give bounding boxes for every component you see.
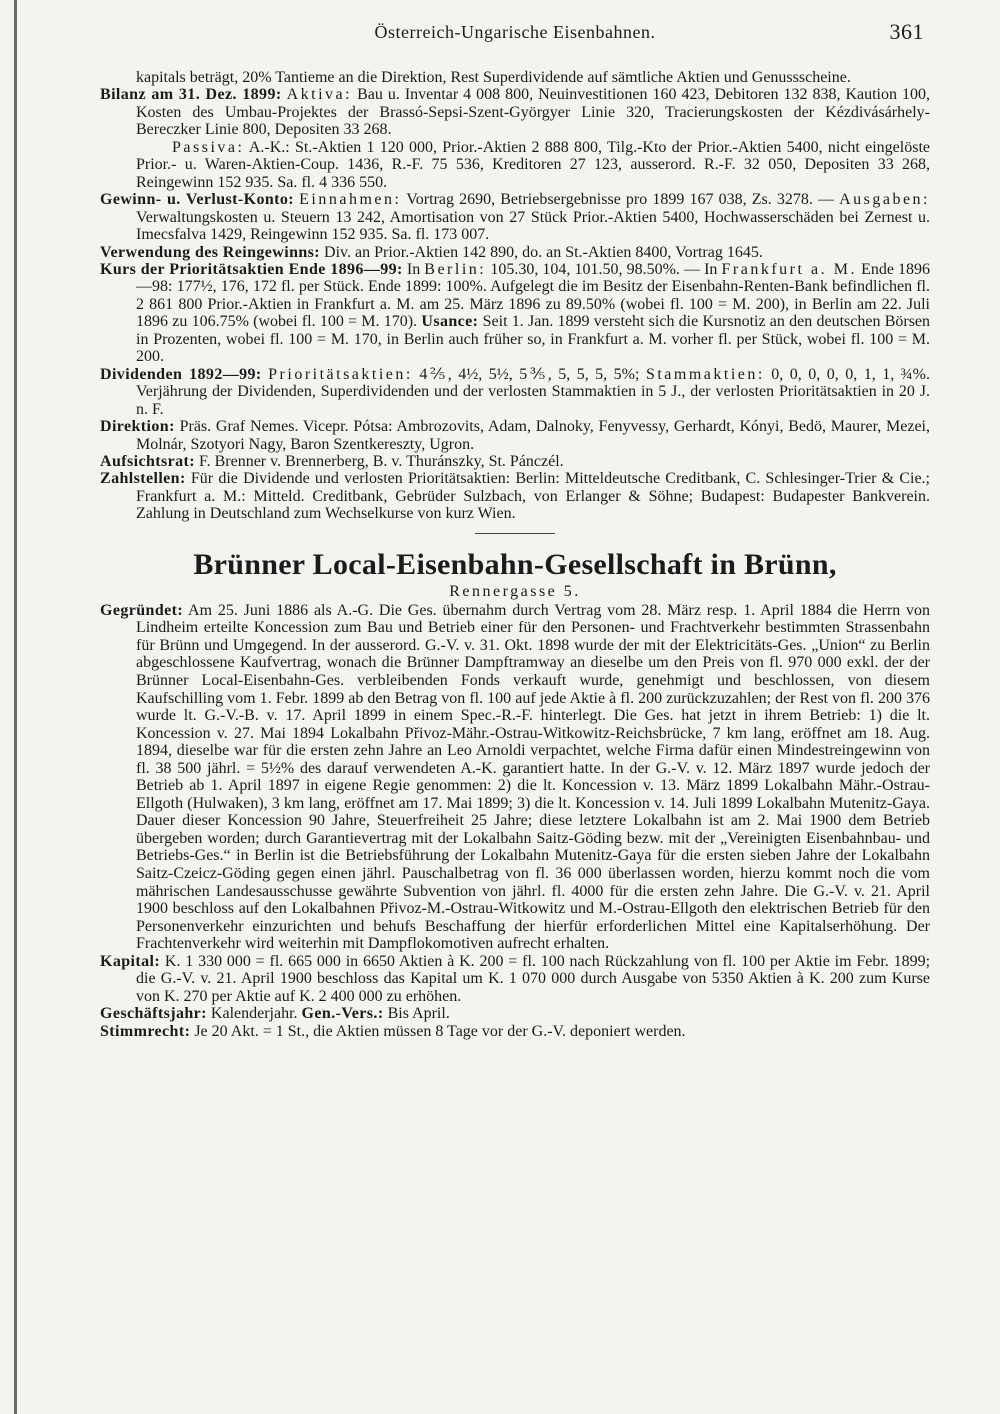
geschaeftsjahr-label: Geschäftsjahr:: [100, 1005, 207, 1023]
aktiva-label: Aktiva:: [286, 86, 353, 104]
page-edge-shadow: [14, 0, 17, 1414]
geschaeftsjahr-text: Kalenderjahr.: [210, 1005, 298, 1023]
aufsichtsrat-label: Aufsichtsrat:: [100, 452, 195, 470]
direktion-label: Direktion:: [100, 418, 175, 436]
book-page: [100, 19, 931, 1040]
prior-label: Prioritätsaktien:: [268, 365, 413, 383]
einnahmen-text: Vortrag 2690, Betriebsergebnisse pro 1899 167 038, Zs. 3278. —: [406, 191, 834, 209]
gewinn-label: Gewinn- u. Verlust-Konto:: [100, 191, 295, 209]
aktiva-text: Bau u. Inventar 4 008 800, Neuinvestitionen 160 423, Debitoren 132 838, Kaution 100, Kosten des Umbau-Projektes der Brassó-Sepsi-Szent-Györgyer Linie 320, Tracierungskosten der Kézdivásárhely-Bereczker Linie 800, Depositen 33 268.: [136, 86, 930, 139]
direktion-text: Präs. Graf Nemes. Vicepr. Pótsa: Ambrozovits, Adam, Dalnoky, Fenyvessy, Gerhardt, Kónyi, Bedö, Maurer, Mezei, Molnár, Szotyori Nagy, Baron Szentkereszty, Ugron.: [136, 418, 931, 453]
stamm-label: Stammaktien:: [645, 365, 765, 383]
dividenden-label: Dividenden 1892—99:: [100, 365, 262, 383]
verwendung-text: Div. an Prior.-Aktien 142 890, do. an St.-Aktien 8400, Vortrag 1645.: [324, 243, 763, 261]
gewinn-entry: [100, 191, 930, 243]
kurs-text-c: Ende 1896—98: 177½, 176, 172 fl. per Stück. Ende 1899: 100%. Aufgelegt die im Besitz der Eisenbahn-Renten-Bank befindlichen fl. 2 861 800 Prior.-Aktien in Frankfurt a. M. am 25. März 1896 zu 89.50% (wobei fl. 100 = M. 200), in Berlin am 22. Juli 1896 zu 106.75% (wobei fl. 100 = M. 170).: [136, 260, 931, 331]
aufsichtsrat-entry: [100, 453, 930, 470]
kurs-text-a: In: [406, 260, 421, 278]
stamm-text: 0, 0, 0, 0, 0, 1, 1, ¾%. Verjährung der Dividenden, Superdividenden und der verlosten Stammaktien in 5 J., der verlosten Prioritätsaktien in 20 J. n. F.: [136, 365, 931, 418]
ausgaben-text: Verwaltungskosten u. Steuern 13 242, Amortisation von 27 Stück Prior.-Aktien 5400, Hochwasserschäden bei Zernest u. Imecsfalva 1429, Reingewinn 152 935. Sa. fl. 173 007.: [136, 208, 930, 244]
geschaeftsjahr-entry: [100, 1005, 930, 1023]
section-divider: [475, 533, 555, 534]
kurs-text-b: 105.30, 104, 101.50, 98.50%. — In: [490, 260, 718, 278]
einnahmen-label: Einnahmen:: [299, 191, 402, 209]
stimmrecht-label: Stimmrecht:: [100, 1022, 191, 1040]
gegruendet-entry: [100, 602, 930, 953]
zahlstellen-label: Zahlstellen:: [100, 470, 186, 488]
passiva-entry: [100, 139, 930, 191]
intro-text: [100, 69, 930, 86]
passiva-label: Passiva:: [172, 138, 245, 156]
prior-text: 4⅖, 4½, 5½, 5⅗, 5, 5, 5, 5%;: [419, 365, 640, 383]
dividenden-entry: [100, 366, 930, 418]
ausgaben-label: Ausgaben:: [839, 191, 930, 209]
kurs-berlin: Berlin:: [424, 260, 487, 278]
zahlstellen-entry: [100, 470, 930, 522]
intro-continuation: kapitals beträgt, 20% Tantieme an die Direktion, Rest Superdividende auf sämtliche Aktien und Genussscheine.: [136, 69, 851, 86]
kurs-frankfurt: Frankfurt a. M.: [721, 260, 857, 278]
stimmrecht-entry: [100, 1023, 930, 1041]
company-address: Rennergasse 5.: [449, 582, 581, 600]
aufsichtsrat-text: F. Brenner v. Brennerberg, B. v. Thuránszky, St. Pánczél.: [198, 452, 564, 470]
verwendung-entry: [100, 244, 930, 261]
kapital-entry: [100, 953, 930, 1006]
bilanz-entry: [100, 86, 930, 138]
usance-label: Usance:: [421, 313, 479, 331]
bilanz-label: Bilanz am 31. Dez. 1899:: [100, 86, 282, 104]
section-bruenner-local: [100, 548, 930, 1041]
section-previous-company: [100, 69, 930, 523]
direktion-entry: [100, 418, 930, 453]
genvers-label: Gen.-Vers.:: [301, 1005, 384, 1023]
kurs-label: Kurs der Prioritätsaktien Ende 1896—99:: [100, 260, 403, 278]
usance-text: Seit 1. Jan. 1899 versteht sich die Kursnotiz an den deutschen Börsen in Prozenten, wobei fl. 100 = M. 170, in Berlin auch früher so, in Frankfurt a. M. vorher fl. per Stück, wobei fl. 100 = M. 200.: [136, 313, 931, 366]
kapital-text: K. 1 330 000 = fl. 665 000 in 6650 Aktien à K. 200 = fl. 100 nach Rückzahlung von fl. 100 per Aktie im Febr. 1899; die G.-V. v. 21. April 1900 beschloss das Kapital um K. 1 070 000 durch Ausgabe von 5350 Aktien à K. 200 zum Kurse von K. 270 per Aktie auf K. 2 400 000 zu erhöhen.: [136, 952, 931, 1005]
stimmrecht-text: Je 20 Akt. = 1 St., die Aktien müssen 8 Tage vor der G.-V. deponiert werden.: [194, 1022, 686, 1040]
kapital-label: Kapital:: [100, 952, 161, 970]
verwendung-label: Verwendung des Reingewinns:: [100, 243, 321, 261]
genvers-text: Bis April.: [387, 1005, 450, 1023]
page-number: 361: [889, 19, 924, 44]
kurs-entry: [100, 261, 930, 366]
running-header: [100, 19, 930, 48]
zahlstellen-text: Für die Dividende und verlosten Prioritätsaktien: Berlin: Mitteldeutsche Creditbank, C. Schlesinger-Trier & Cie.; Frankfurt a. M.: Mitteld. Creditbank, Gebrüder Sulzbach, von Erlanger & Söhne; Budapest: Budapester Bankverein. Zahlung in Deutschland zum Wechselkurse von kurz Wien.: [136, 470, 930, 523]
passiva-text: A.-K.: St.-Aktien 1 120 000, Prior.-Aktien 2 888 800, Tilg.-Kto der Prior.-Aktien 5400, nicht eingelöste Prior.- u. Waren-Aktien-Coup. 1436, R.-F. 75 536, Kreditoren 27 123, ausserord. R.-F. 32 050, Depositen 33 268, Reingewinn 152 935. Sa. fl. 4 336 550.: [136, 138, 931, 191]
gegruendet-label: Gegründet:: [100, 601, 184, 619]
gegruendet-text: Am 25. Juni 1886 als A.-G. Die Ges. übernahm durch Vertrag vom 28. März resp. 1. April 1884 die Herrn von Lindheim erteilte Koncession zum Bau und Betrieb einer für den Personen- und Frachtverkehr bestimmten Strassenbahn für Brünn und Umgegend. In der ausserord. G.-V. v. 31. Okt. 1898 wurde der mit der Elektricitäts-Ges. „Union“ zu Berlin abgeschlossene Kaufvertrag, wonach die Brünner Dampftramway an dieselbe um den Preis von fl. 970 000 exkl. der der Brünner Local-Eisenbahn-Ges. verbleibenden Fonds verkauft wurde, genehmigt und beschlossen, von diesem Kaufschilling vom 1. Febr. 1899 ab den Betrag von fl. 100 auf jede Aktie à fl. 200 zurückzuzahlen; der Rest von fl. 200 376 wurde lt. G.-V.-B. v. 17. April 1899 in einem Spec.-R.-F. hinterlegt. Die Ges. hat jetzt in ihrem Betrieb: 1) die lt. Koncession v. 27. Mai 1894 Lokalbahn Přivoz-Mähr.-Ostrau-Witkowitz-Reichsbrücke, 7 km lang, eröffnet am 18. Aug. 1894, dieselbe war für die ersten zehn Jahre an Leo Arnoldi verpachtet, welche Firma dafür einen Mindestreingewinn von fl. 38 500 jährl. = 5½% des darauf verwendeten A.-K. garantiert hatte. In der G.-V. v. 12. März 1897 wurde jedoch der Betrieb ab 1. April 1897 in eigene Regie genommen: 2) die lt. Koncession v. 13. März 1899 Lokalbahn Mähr.-Ostrau-Ellgoth (Hulwaken), 3 km lang, eröffnet am 17. Mai 1899; 3) die lt. Koncession v. 14. Juli 1899 Lokalbahn Mutenitz-Gaya. Dauer dieser Koncession 90 Jahre, Steuerfreiheit 25 Jahre; diese letztere Lokalbahn ist am 2. Mai 1900 dem Betrieb übergeben worden; durch Garantievertrag mit der Lokalbahn Saitz-Göding bezw. mit der „Vereinigten Eisenbahnbau- und Betriebs-Ges.“ in Berlin ist die Betriebsführung der Lokalbahn Mutenitz-Gaya für die ersten sieben Jahre der Lokalbahn Saitz-Czeicz-Göding gegen einen jährl. Pauschalbetrag von fl. 36 000 überlassen worden, hierzu kommt noch die vom mährischen Landesausschusse gewährte Subvention von jährl. fl. 4000 für die ersten zehn Jahre. Die G.-V. v. 21. April 1900 beschloss auf den Lokalbahnen Přivoz-M.-Ostrau-Witkowitz und M.-Ostrau-Ellgoth den elektrischen Betrieb für den Personenverkehr einzurichten und behufs Beschaffung der hierfür erforderlichen Mittel eine Kapitalserhöhung. Der Frachtenverkehr wird weiterhin mit Dampflokomotiven aufrecht erhalten.: [136, 601, 931, 953]
company-title: Brünner Local-Eisenbahn-Gesellschaft in Brünn,: [193, 547, 837, 581]
running-title: Österreich-Ungarische Eisenbahnen.: [374, 22, 656, 42]
